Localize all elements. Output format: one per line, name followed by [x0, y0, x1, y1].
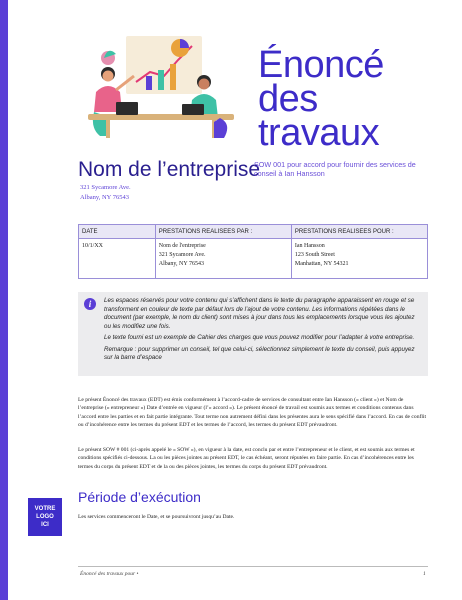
company-address-line1: 321 Sycamore Ave. [80, 184, 131, 191]
logo-line3: ICI [41, 522, 49, 528]
body-paragraph-1: Le présent Énoncé des travaux (EDT) est émis conformément à l’accord-cadre de services de consultant entre Ian Hansson (« client ») et Nom de l’entreprise (« entrepreneur ») Date d’entrée en vigueur (l’« accord »). Le présent énoncé de travail est soumis aux termes et conditions contenus dans l’accord entre les parties et en fait partie intégrante. Tout terme non autrement défini dans les présentes aura le sens spécifié dans l’accord. En cas de conflit ou d’incohérence entre les termes du présent EDT et les termes de l’accord, les termes du présent EDT prévaudront. [78, 397, 427, 429]
logo-placeholder[interactable] [28, 498, 62, 536]
section-text: Les services commenceront le Date, et se poursuivront jusqu’au Date. [78, 514, 235, 520]
sow-note: SOW 001 pour accord pour fournir des services de conseil à Ian Hansson [254, 160, 416, 178]
for-line3: Manhattan, NY 54321 [294, 261, 349, 267]
section-title: Période d’exécution [78, 489, 201, 505]
company-address-line2: Albany, NY 76543 [80, 194, 129, 201]
logo-line2: LOGO [36, 514, 54, 520]
col-for-header: PRESTATIONS REALISEES POUR : [291, 225, 427, 239]
info-icon: i [84, 298, 96, 310]
logo-line1: VOTRE [34, 506, 56, 512]
table-row [79, 239, 428, 279]
team-meeting-illustration [86, 32, 236, 142]
table-header-row [79, 225, 428, 239]
document-title: Énoncé des travaux [258, 44, 384, 154]
company-address [80, 183, 131, 203]
for-line1: Ian Hansson [294, 243, 325, 249]
col-date-header: DATE [79, 225, 156, 239]
tip-box[interactable] [78, 292, 428, 376]
parties-table [78, 224, 428, 279]
cell-performed-by [155, 239, 291, 279]
footer-divider [78, 566, 428, 567]
tip-text [104, 297, 422, 366]
by-line2: 321 Sycamore Ave. [158, 252, 206, 258]
for-line2: 123 South Street [294, 252, 335, 258]
by-line3: Albany, NY 76543 [158, 261, 204, 267]
sidebar-accent-bar [0, 0, 8, 600]
tip-paragraph-3: Remarque : pour supprimer un conseil, tel que celui-ci, sélectionnez simplement le texte du conseil, puis appuyez sur la barre d’espace [104, 345, 415, 361]
page-number: 1 [423, 571, 426, 577]
cell-performed-for [291, 239, 427, 279]
body-paragraph-2: Le présent SOW # 001 (ci-après appelé le « SOW »), en vigueur à la date, est conclu par et entre l’entrepreneur et le client, et est soumis aux termes et conditions spécifiés ci-dessous. La ou les pièces jointes au présent EDT, le cas échéant, seront réputées en faire partie. En cas d’incohérences entre les termes du corps du présent EDT et de la ou des pièces jointes, les termes du corps du présent EDT prévaudront. [78, 447, 415, 470]
company-name: Nom de l’entreprise [78, 158, 261, 181]
tip-paragraph-1: Les espaces réservés pour votre contenu qui s’affichent dans le texte du paragraphe apparaissent en rouge et se transforment en couleur de texte par défaut lors de l’ajout de votre contenu. Les informations répétées dans le document (par exemple, le nom du client) sont mises à jour dans tous les emplacements lorsque vous les ajoutez ou les modifiez une fois. [104, 297, 415, 330]
tip-paragraph-2: Le texte fourni est un exemple de Cahier des charges que vous pouvez modifier pour l’adapter à votre entreprise. [104, 334, 415, 341]
cell-date: 10/1/XX [79, 239, 156, 279]
footer-title: Énoncé des travaux pour • [80, 571, 139, 577]
col-by-header: PRESTATIONS REALISEES PAR : [155, 225, 291, 239]
by-line1: Nom de l'entreprise [158, 243, 206, 249]
